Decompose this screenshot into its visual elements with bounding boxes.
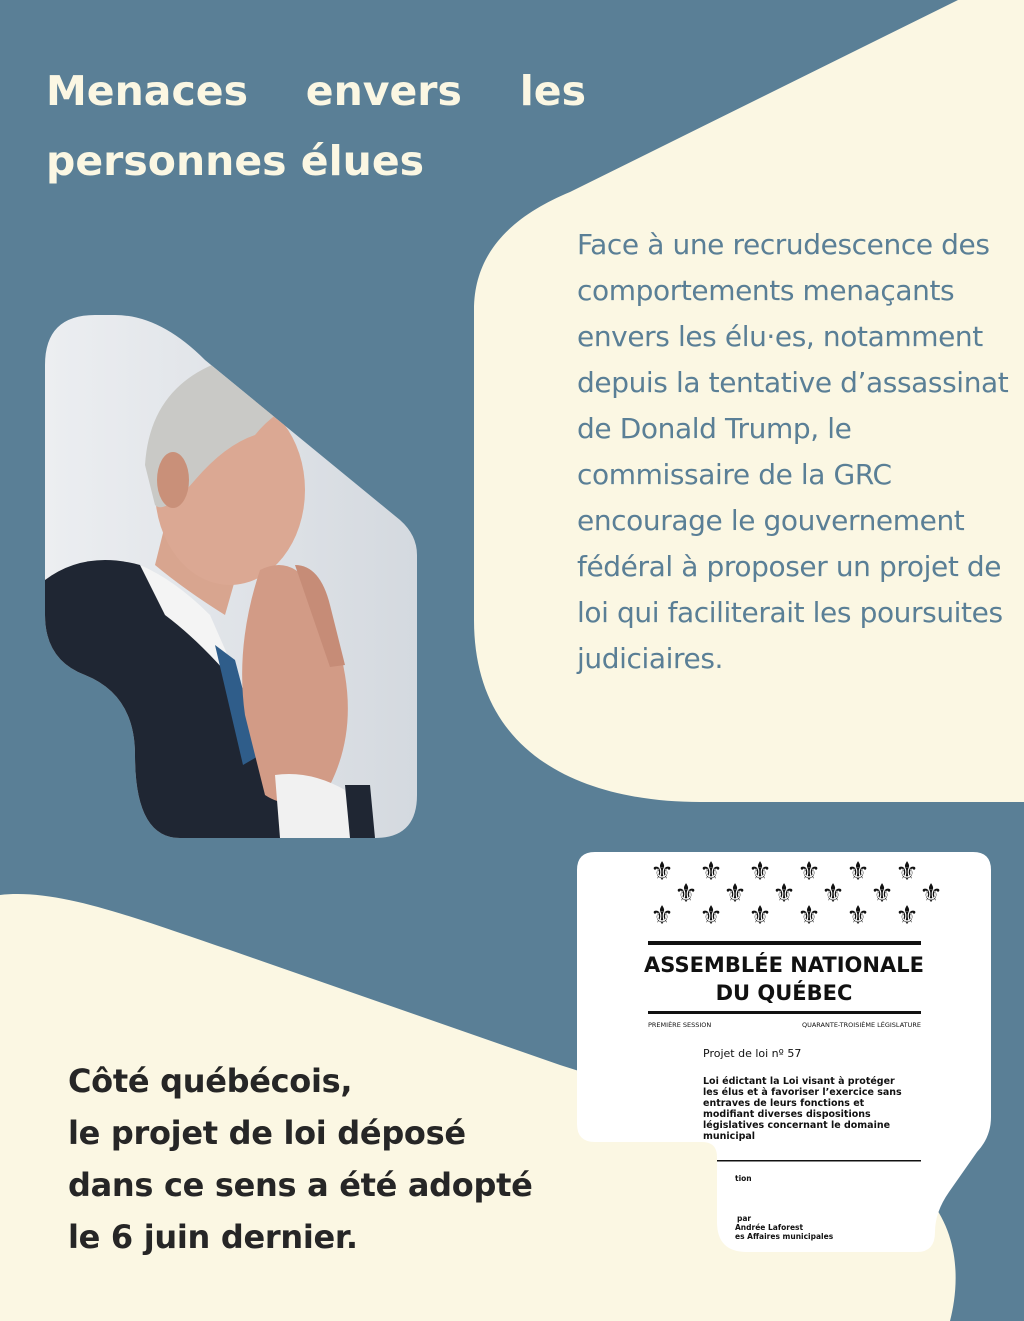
svg-text:⚜: ⚜ [748, 857, 772, 887]
svg-text:⚜: ⚜ [723, 879, 747, 909]
quebec-statement-line: Côté québécois, [68, 1062, 353, 1100]
svg-text:⚜: ⚜ [919, 879, 943, 909]
svg-text:⚜: ⚜ [895, 857, 919, 887]
ministry-name: es Affaires municipales [735, 1232, 834, 1241]
intro-paragraph: Face à une recrudescence des comportements menaçants envers les élu·es, notamment depuis la tentative d’assassinat de Donald Trump, le commissaire de la GRC encourage le gouvernement fédéral à proposer un projet de loi qui faciliterait les poursuites judiciaires. [577, 228, 1009, 675]
legislature-label: QUARANTE-TROISIÈME LÉGISLATURE [801, 1021, 921, 1029]
quebec-statement [68, 1055, 588, 1263]
svg-text:⚜: ⚜ [772, 879, 796, 909]
svg-text:⚜: ⚜ [699, 901, 723, 931]
page-title: Menaces envers les personnes élues [46, 67, 586, 185]
svg-text:⚜: ⚜ [674, 879, 698, 909]
bill-title-line: modifiant diverses dispositions [703, 1109, 871, 1120]
svg-text:⚜: ⚜ [748, 901, 772, 931]
bill-title-line: entraves de leurs fonctions et [703, 1098, 865, 1109]
bill-document-image [577, 852, 991, 1252]
svg-text:⚜: ⚜ [895, 901, 919, 931]
session-label: PREMIÈRE SESSION [648, 1021, 712, 1029]
portrait-photo [45, 315, 417, 838]
svg-text:⚜: ⚜ [650, 901, 674, 931]
presented-by-label: par [737, 1214, 752, 1223]
quebec-statement-line: le projet de loi déposé [68, 1114, 466, 1152]
bill-title-line: les élus et à favoriser l’exercice sans [703, 1087, 902, 1098]
quebec-statement-line: dans ce sens a été adopté [68, 1166, 533, 1204]
svg-text:⚜: ⚜ [846, 857, 870, 887]
svg-text:⚜: ⚜ [650, 857, 674, 887]
assembly-name-line2: DU QUÉBEC [715, 981, 853, 1005]
svg-text:⚜: ⚜ [870, 879, 894, 909]
bill-title-line: législatives concernant le domaine [703, 1120, 891, 1131]
minister-name: Andrée Laforest [735, 1223, 804, 1232]
assembly-name-line1: ASSEMBLÉE NATIONALE [644, 953, 924, 977]
stage-label: tion [735, 1174, 752, 1183]
svg-text:⚜: ⚜ [846, 901, 870, 931]
bill-number: Projet de loi nº 57 [703, 1047, 802, 1060]
svg-text:⚜: ⚜ [699, 857, 723, 887]
svg-text:⚜: ⚜ [797, 901, 821, 931]
svg-text:⚜: ⚜ [821, 879, 845, 909]
quebec-statement-line: le 6 juin dernier. [68, 1218, 358, 1256]
svg-text:⚜: ⚜ [797, 857, 821, 887]
bill-title-line: municipal [703, 1131, 756, 1142]
bill-title-line: Loi édictant la Loi visant à protéger [703, 1076, 895, 1087]
